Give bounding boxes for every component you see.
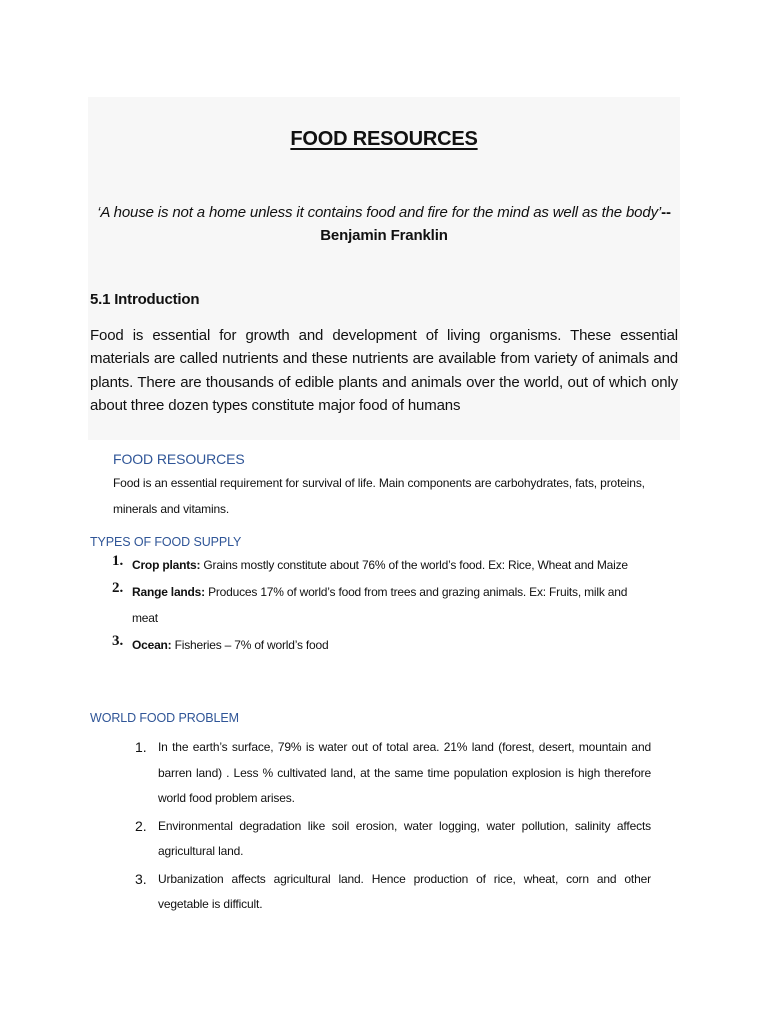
quote-text: ‘A house is not a home unless it contains food and fire for the mind as well as the body’ — [97, 204, 662, 221]
introduction-heading: 5.1 Introduction — [90, 291, 200, 308]
item-text: Grains mostly constitute about 76% of the world’s food. Ex: Rice, Wheat and Maize — [200, 558, 628, 572]
quote — [92, 201, 676, 247]
list-item — [135, 867, 651, 918]
item-text: Fisheries – 7% of world’s food — [171, 638, 329, 652]
item-text: In the earth’s surface, 79% is water out of total area. 21% land (forest, desert, mountain and barren land) . Less % cultivated land, at the same time population explosion is high therefore world food problem arises. — [158, 740, 651, 805]
list-number: 3. — [112, 633, 124, 649]
list-number: 2. — [135, 817, 147, 834]
item-text: Environmental degradation like soil erosion, water logging, water pollution, salinity affects agricultural land. — [158, 818, 651, 858]
types-of-food-supply-heading: TYPES OF FOOD SUPPLY — [90, 535, 242, 549]
quote-author: --Benjamin Franklin — [320, 204, 671, 244]
food-resources-heading: FOOD RESOURCES — [113, 451, 245, 467]
world-food-problem-list — [135, 735, 651, 920]
list-item — [135, 814, 651, 865]
list-number: 1. — [135, 739, 147, 755]
list-number: 2. — [112, 580, 124, 596]
list-item — [112, 632, 632, 658]
food-resources-paragraph: Food is an essential requirement for survival of life. Main components are carbohydrates, fats, proteins, minerals and vitamins. — [113, 476, 645, 516]
item-text: Produces 17% of world’s food from trees and grazing animals. Ex: Fruits, milk and meat — [132, 585, 628, 625]
world-food-problem-heading: WORLD FOOD PROBLEM — [90, 711, 239, 725]
types-of-food-supply-list — [112, 552, 632, 659]
list-item — [112, 552, 632, 578]
list-item — [135, 735, 651, 812]
list-number: 1. — [112, 553, 124, 569]
item-label: Crop plants: — [132, 558, 201, 572]
document-title: FOOD RESOURCES — [290, 128, 478, 150]
list-item — [112, 579, 632, 631]
list-number: 3. — [135, 870, 147, 887]
item-text: Urbanization affects agricultural land. Hence production of rice, wheat, corn and other vegetable is difficult. — [158, 871, 651, 911]
item-label: Range lands: — [132, 585, 205, 599]
introduction-paragraph: Food is essential for growth and development of living organisms. These essential materials are called nutrients and these nutrients are available from variety of animals and plants. There are thousands of edible plants and animals over the world, out of which only about three dozen types constitute major food of humans — [90, 327, 678, 414]
item-label: Ocean: — [132, 638, 172, 652]
